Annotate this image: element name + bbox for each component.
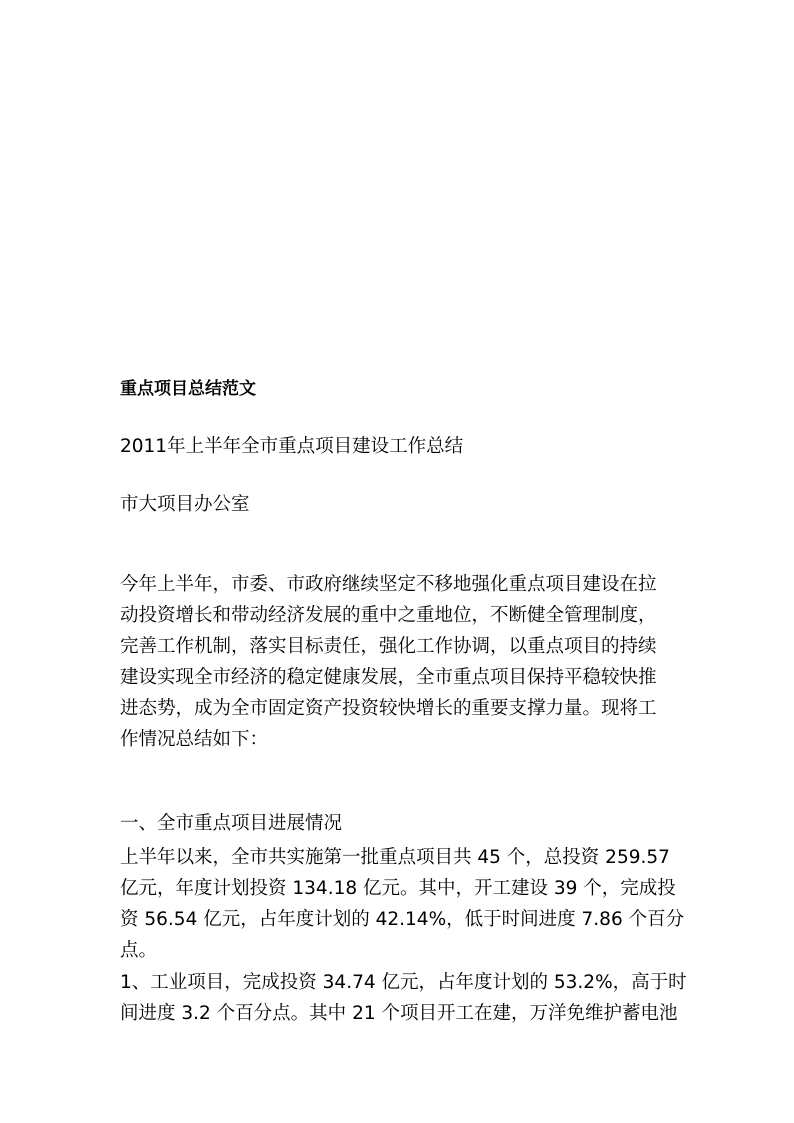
progress-paragraph [120, 842, 685, 966]
paragraph-line: 1、工业项目，完成投资 34.74 亿元，占年度计划的 53.2%，高于时 [120, 972, 687, 993]
paragraph-line: 建设实现全市经济的稳定健康发展，全市重点项目保持平稳较快推 [120, 667, 657, 688]
section-heading: 一、全市重点项目进展情况 [120, 813, 343, 834]
paragraph-line: 进态势，成为全市固定资产投资较快增长的重要支撑力量。现将工 [120, 698, 657, 719]
paragraph-line: 今年上半年，市委、市政府继续坚定不移地强化重点项目建设在拉 [120, 574, 657, 595]
paragraph-line: 作情况总结如下： [120, 729, 269, 750]
paragraph-line: 动投资增长和带动经济发展的重中之重地位，不断健全管理制度， [120, 605, 657, 626]
industrial-paragraph [120, 967, 687, 1029]
document-subtitle: 2011年上半年全市重点项目建设工作总结 [120, 436, 464, 457]
paragraph-line: 上半年以来，全市共实施第一批重点项目共 45 个，总投资 259.57 [120, 847, 670, 868]
issuing-office: 市大项目办公室 [120, 494, 250, 515]
document-title: 重点项目总结范文 [120, 379, 256, 399]
paragraph-line: 间进度 3.2 个百分点。其中 21 个项目开工在建，万洋免维护蓄电池 [120, 1003, 678, 1024]
paragraph-line: 资 56.54 亿元，占年度计划的 42.14%，低于时间进度 7.86 个百分 [120, 909, 685, 930]
paragraph-line: 完善工作机制，落实目标责任，强化工作协调，以重点项目的持续 [120, 636, 657, 657]
intro-paragraph [120, 569, 680, 755]
paragraph-line: 点。 [120, 940, 158, 961]
paragraph-line: 亿元，年度计划投资 134.18 亿元。其中，开工建设 39 个，完成投 [120, 878, 676, 899]
